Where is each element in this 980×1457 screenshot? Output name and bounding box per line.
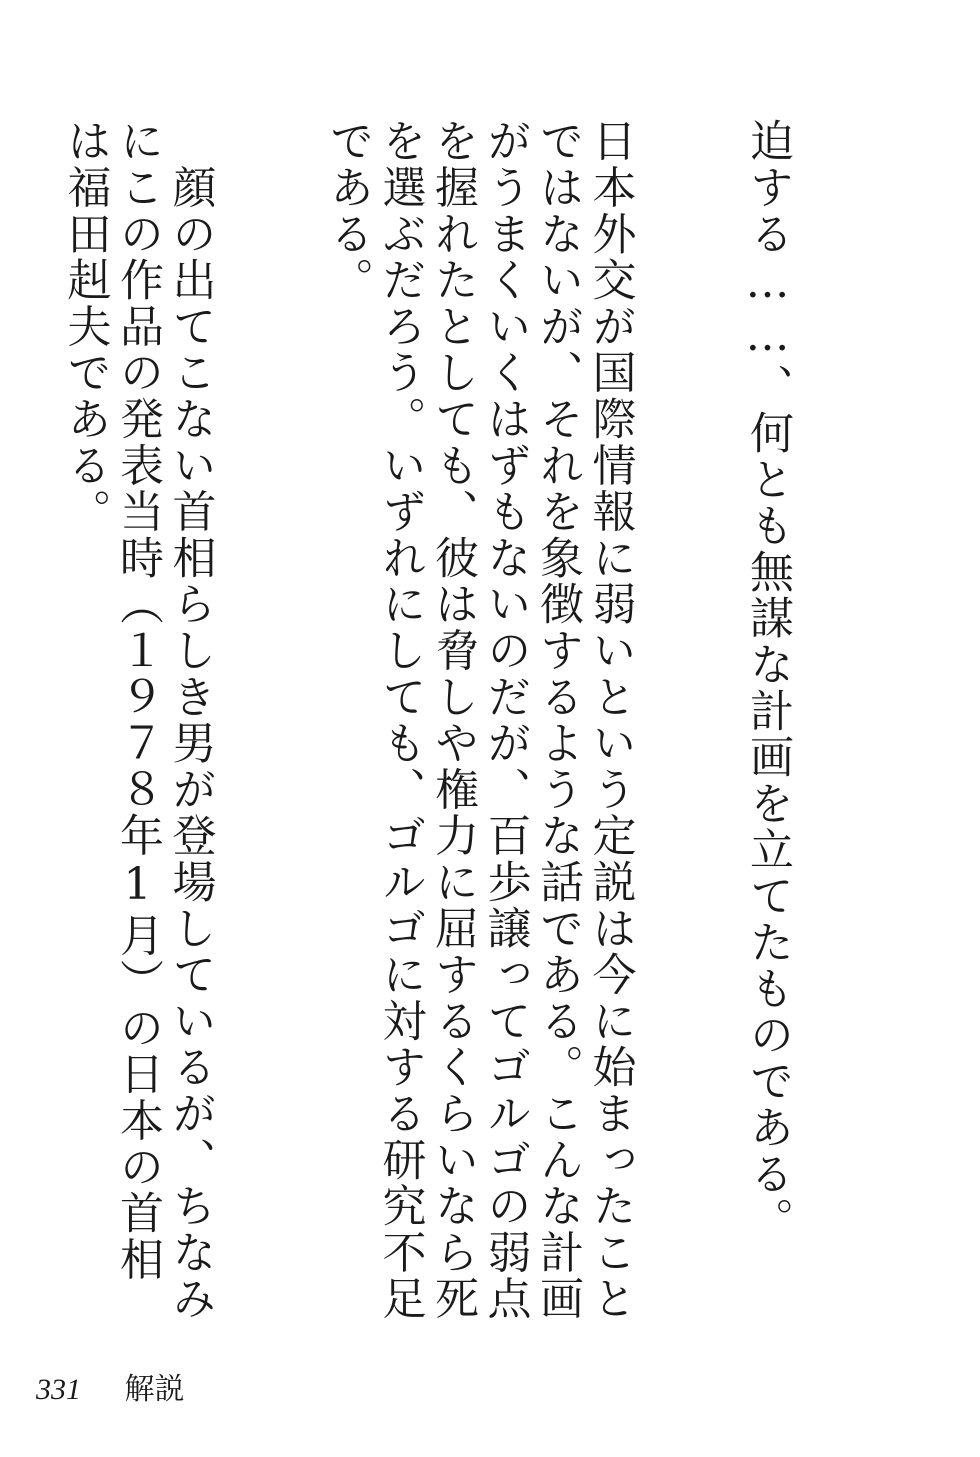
vertical-text-block xyxy=(59,118,898,1328)
page-footer xyxy=(36,1372,185,1408)
page-number: 331 xyxy=(36,1373,81,1406)
paragraph-1: 日本外交が国際情報に弱いという定説は今に始まったことではないが、それを象徴するような話である。こんな計画がうまくいくはずもないのだが、百歩譲ってゴルゴの弱点を握れたとしても、彼は脅しや権力に屈するくらいなら死を選ぶだろう。いずれにしても、ゴルゴに対する研究不足である。 xyxy=(322,118,636,1322)
lead-in-line: 迫する……、何とも無謀な計画を立てたものである。 xyxy=(742,118,793,1244)
paragraph-2: 顔の出てこない首相らしき男が登場しているが、ちなみにこの作品の発表当時（１９７８年1月）の日本の首相は福田赳夫である。 xyxy=(59,118,216,1322)
section-title: 解説 xyxy=(124,1373,185,1406)
